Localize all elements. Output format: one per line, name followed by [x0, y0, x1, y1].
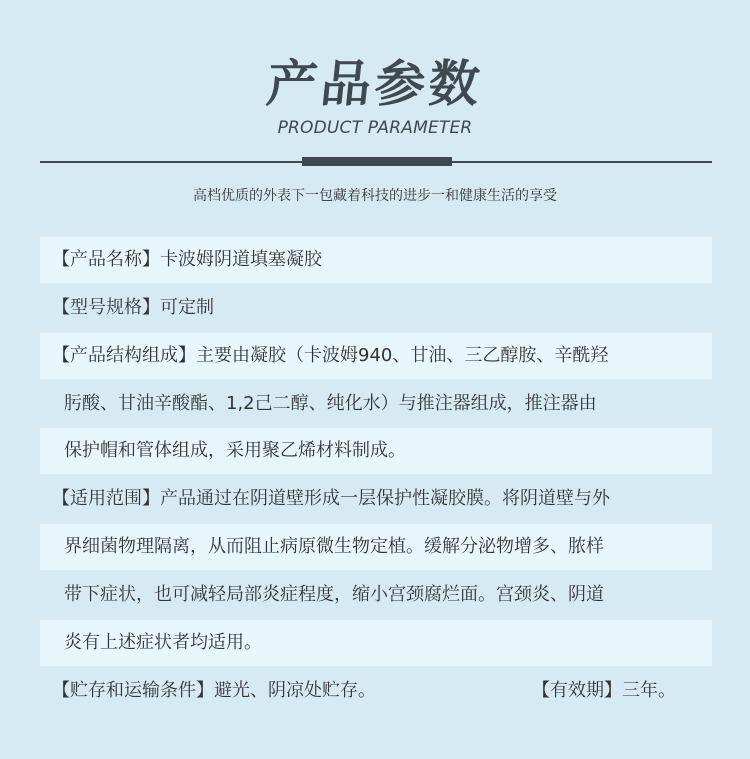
header-divider-accent [302, 157, 452, 166]
param-row-scope [40, 476, 712, 522]
param-row-storage-validity [40, 668, 712, 714]
validity-period: 【有效期】三年。 [532, 680, 676, 701]
param-text: 【适用范围】产品通过在阴道壁形成一层保护性凝胶膜。将阴道壁与外 [52, 488, 610, 509]
param-row-product-name [40, 237, 712, 283]
page-title: 产品参数 [263, 55, 487, 113]
tagline: 高档优质的外表下一包藏着科技的进步一和健康生活的享受 [193, 188, 557, 204]
param-text: 【型号规格】可定制 [52, 297, 214, 318]
storage-conditions: 【贮存和运输条件】避光、阴凉处贮存。 [52, 680, 376, 701]
param-row-scope-cont-1 [40, 524, 712, 570]
param-row-structure-cont-1 [40, 381, 712, 427]
param-row-structure [40, 333, 712, 379]
param-text: 肟酸、甘油辛酸酯、1,2己二醇、纯化水）与推注器组成，推注器由 [64, 393, 597, 414]
param-text: 界细菌物理隔离，从而阻止病原微生物定植。缓解分泌物增多、脓样 [64, 536, 604, 557]
param-row-scope-cont-3 [40, 620, 712, 666]
param-text: 【产品结构组成】主要由凝胶（卡波姆940、甘油、三乙醇胺、辛酰羟 [52, 345, 609, 366]
param-text: 【产品名称】卡波姆阴道填塞凝胶 [52, 249, 322, 270]
param-text: 炎有上述症状者均适用。 [64, 632, 262, 653]
param-row-scope-cont-2 [40, 572, 712, 618]
param-row-model-spec [40, 285, 712, 331]
page-subtitle: PRODUCT PARAMETER [277, 118, 473, 138]
param-row-structure-cont-2 [40, 428, 712, 474]
param-text: 带下症状，也可减轻局部炎症程度，缩小宫颈腐烂面。宫颈炎、阴道 [64, 584, 604, 605]
param-text: 保护帽和管体组成，采用聚乙烯材料制成。 [64, 440, 406, 461]
